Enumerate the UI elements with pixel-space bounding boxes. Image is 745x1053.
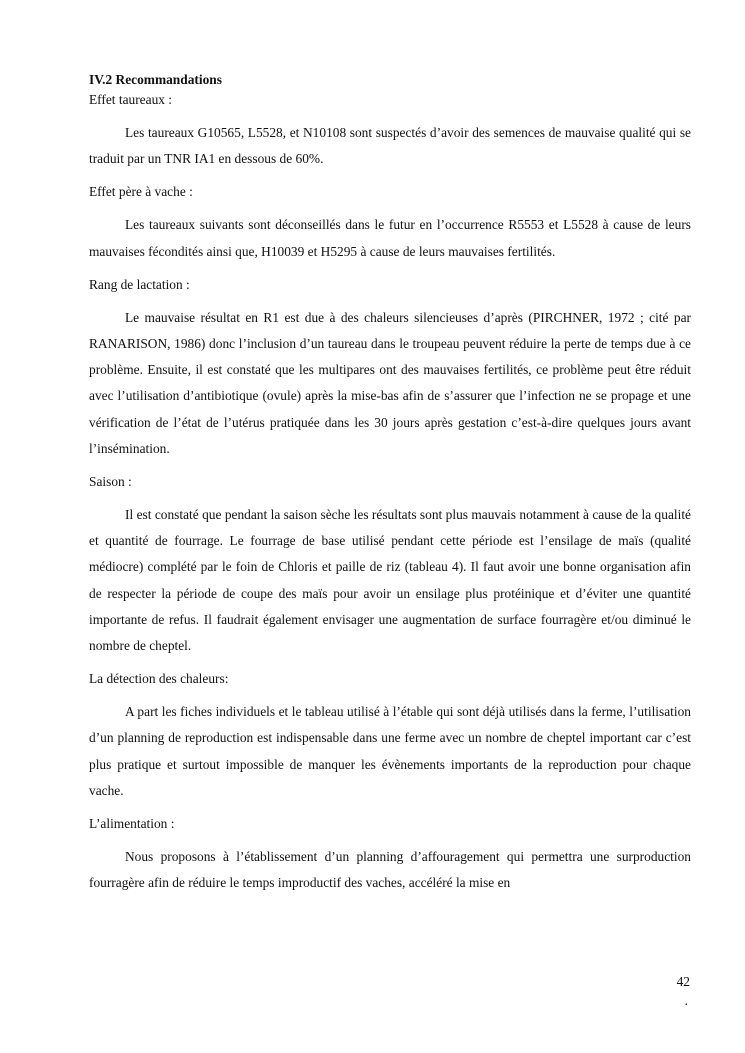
paragraph-effet-taureaux: Les taureaux G10565, L5528, et N10108 sont suspectés d’avoir des semences de mauvaise qualité qui se traduit par un TNR IA1 en dessous de 60%. bbox=[89, 125, 691, 167]
subtitle-saison: Saison : bbox=[89, 474, 132, 490]
page-number: 42 bbox=[676, 974, 690, 989]
page-number-dot: . bbox=[684, 993, 688, 1008]
subtitle-effet-taureaux: Effet taureaux : bbox=[89, 92, 173, 107]
paragraph-saison: Il est constaté que pendant la saison sèche les résultats sont plus mauvais notamment à cause de la qualité et quantité de fourrage. Le fourrage de base utilisé pendant cette période est l’ensilage de maïs (qualité médiocre) complété par le foin de Chloris et paille de riz (tableau 4). Il faut avoir une bonne organisation afin de respecter la période de coupe des maïs pour avoir un ensilage plus protéinique et d’éviter une quantité importante de refus. Il faudrait également envisager une augmentation de surface fourragère et/ou diminué le nombre de cheptel. bbox=[89, 507, 691, 654]
subtitle-detection-chaleurs: La détection des chaleurs: bbox=[89, 671, 229, 687]
section-heading: IV.2 Recommandations bbox=[89, 72, 222, 87]
subtitle-rang-lactation: Rang de lactation : bbox=[89, 276, 190, 292]
paragraph-rang-lactation: Le mauvaise résultat en R1 est due à des chaleurs silencieuses d’après (PIRCHNER, 1972 ; cité par RANARISON, 1986) donc l’inclusion d’un taureau dans le troupeau peuvent réduire la perte de temps due à ce problème. Ensuite, il est constaté que les multipares ont des mauvaises fertilités, ce problème peut être réduit avec l’utilisation d’antibiotique (ovule) après la mise-bas afin de s’assurer que l’infection ne se propage et une vérification de l’état de l’utérus pratiquée dans les 30 jours après gestation c’est-à-dire quelques jours avant l’insémination. bbox=[89, 309, 691, 456]
document-body bbox=[89, 70, 691, 906]
subtitle-alimentation: L’alimentation : bbox=[89, 816, 175, 832]
paragraph-detection-chaleurs: A part les fiches individuels et le tableau utilisé à l’étable qui sont déjà utilisés dans la ferme, l’utilisation d’un planning de reproduction est indispensable dans une ferme avec un nombre de cheptel important car c’est plus pratique et surtout impossible de manquer les évènements importants de la reproduction pour chaque vache. bbox=[89, 704, 691, 798]
paragraph-alimentation: Nous proposons à l’établissement d’un planning d’affouragement qui permettra une surproduction fourragère afin de réduire le temps improductif des vaches, accéléré la mise en bbox=[89, 849, 691, 891]
paragraph-effet-pere-vache: Les taureaux suivants sont déconseillés dans le futur en l’occurrence R5553 et L5528 à cause de leurs mauvaises fécondités ainsi que, H10039 et H5295 à cause de leurs mauvaises fertilités. bbox=[89, 217, 691, 259]
subtitle-effet-pere-vache: Effet père à vache : bbox=[89, 184, 193, 200]
